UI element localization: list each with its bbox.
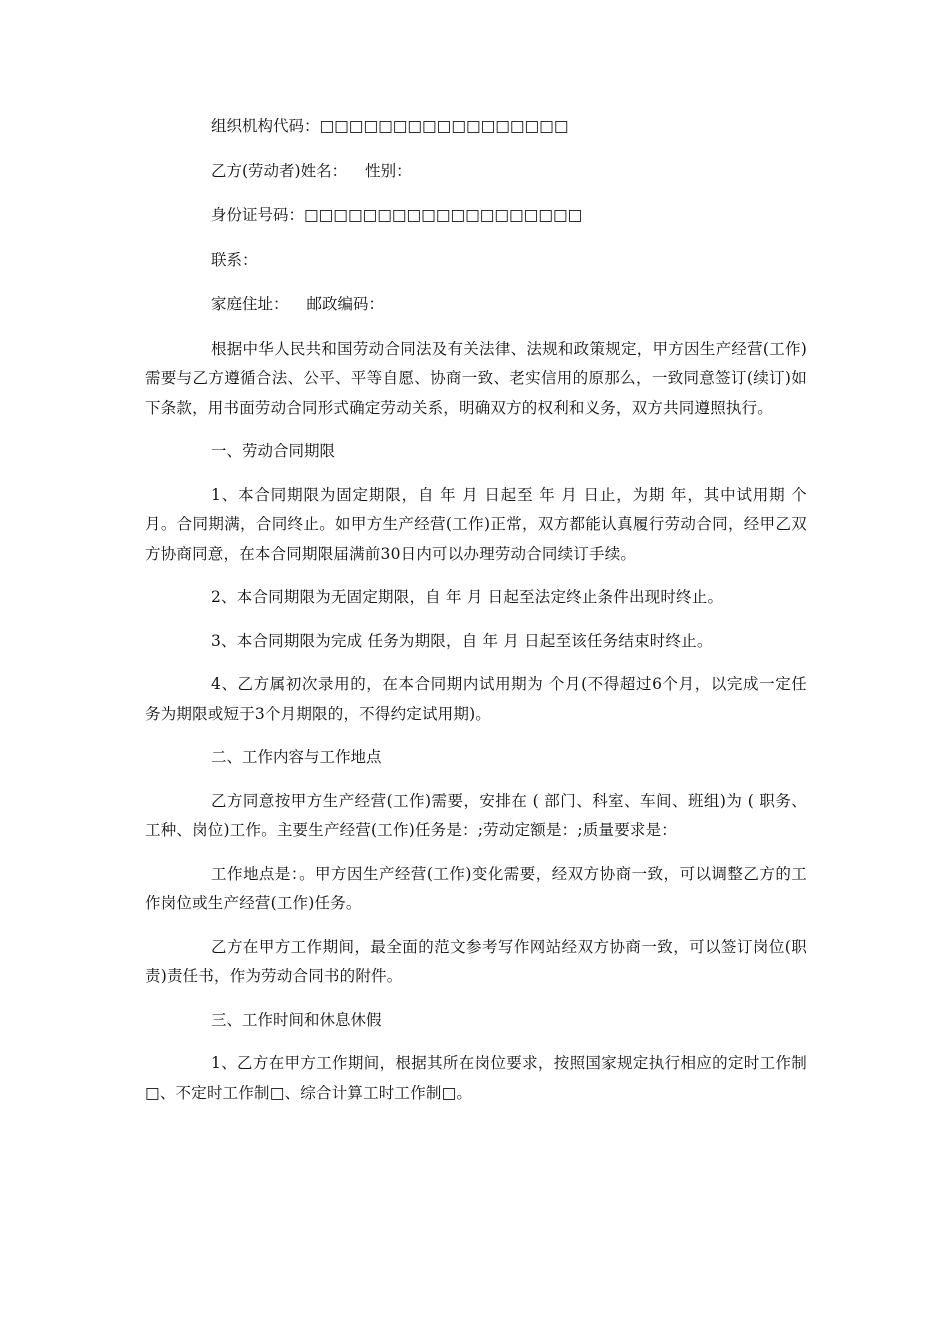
- term-clause-2: 2、本合同期限为无固定期限，自 年 月 日起至法定终止条件出现时终止。: [211, 588, 724, 606]
- id-number-label: 身份证号码：: [211, 206, 305, 224]
- party-b-name-field: [145, 157, 807, 187]
- party-b-name-label: 乙方(劳动者)姓名：: [211, 161, 348, 180]
- org-code-label: 组织机构代码：: [211, 117, 320, 135]
- id-number-field: [145, 201, 807, 231]
- term-clause-1: 1、本合同期限为固定期限，自 年 月 日起至 年 月 日止，为期 年，其中试用期 个月。合同期满，合同终止。如甲方生产经营(工作)正常，双方都能认真履行劳动合同，经甲乙双方协商同意，在本合同期限届满前30日内可以办理劳动合同续订手续。: [145, 485, 807, 563]
- postal-code-label: 邮政编码：: [306, 295, 385, 313]
- term-clause-3: 3、本合同期限为完成 任务为期限，自 年 月 日起至该任务结束时终止。: [211, 631, 713, 650]
- contact-label: 联系：: [211, 250, 258, 269]
- work-paragraph-1: 乙方同意按甲方生产经营(工作)需要，安排在 ( 部门、科室、车间、班组)为 ( 职务、工种、岗位)工作。主要生产经营(工作)任务是：;劳动定额是：;质量要求是：: [145, 791, 807, 839]
- work-paragraph-2: 工作地点是：。甲方因生产经营(工作)变化需要，经双方协商一致，可以调整乙方的工作岗位或生产经营(工作)任务。: [145, 864, 807, 912]
- contract-body: [145, 112, 807, 1122]
- address-field: [145, 290, 807, 320]
- contact-field: [145, 246, 807, 276]
- term-clause-4: 4、乙方属初次录用的，在本合同期内试用期为 个月(不得超过6个月，以完成一定任务为期限或短于3个月期限的，不得约定试用期)。: [145, 675, 807, 723]
- org-code-boxes: □□□□□□□□□□□□□□□□□: [319, 117, 569, 135]
- gender-label: 性别：: [365, 161, 412, 180]
- section-work-heading: 二、工作内容与工作地点: [211, 748, 382, 766]
- preamble-paragraph: 根据中华人民共和国劳动合同法及有关法律、法规和政策规定，甲方因生产经营(工作)需要与乙方遵循合法、公平、平等自愿、协商一致、老实信用的原那么，一致同意签订(续订)如下条款，用书面劳动合同形式确定劳动关系，明确双方的权利和义务，双方共同遵照执行。: [145, 339, 807, 417]
- section-term-heading: 一、劳动合同期限: [211, 442, 336, 460]
- section-hours-heading: 三、工作时间和休息休假: [211, 1010, 382, 1029]
- work-paragraph-3: 乙方在甲方工作期间，最全面的范文参考写作网站经双方协商一致，可以签订岗位(职责)责任书，作为劳动合同书的附件。: [145, 937, 807, 985]
- id-number-boxes: □□□□□□□□□□□□□□□□□□□: [304, 206, 583, 224]
- address-label: 家庭住址：: [211, 295, 289, 313]
- hours-clause-1: 1、乙方在甲方工作期间，根据其所在岗位要求，按照国家规定执行相应的定时工作制□、不定时工作制□、综合计算工时工作制□。: [145, 1054, 807, 1102]
- org-code-field: [145, 112, 807, 142]
